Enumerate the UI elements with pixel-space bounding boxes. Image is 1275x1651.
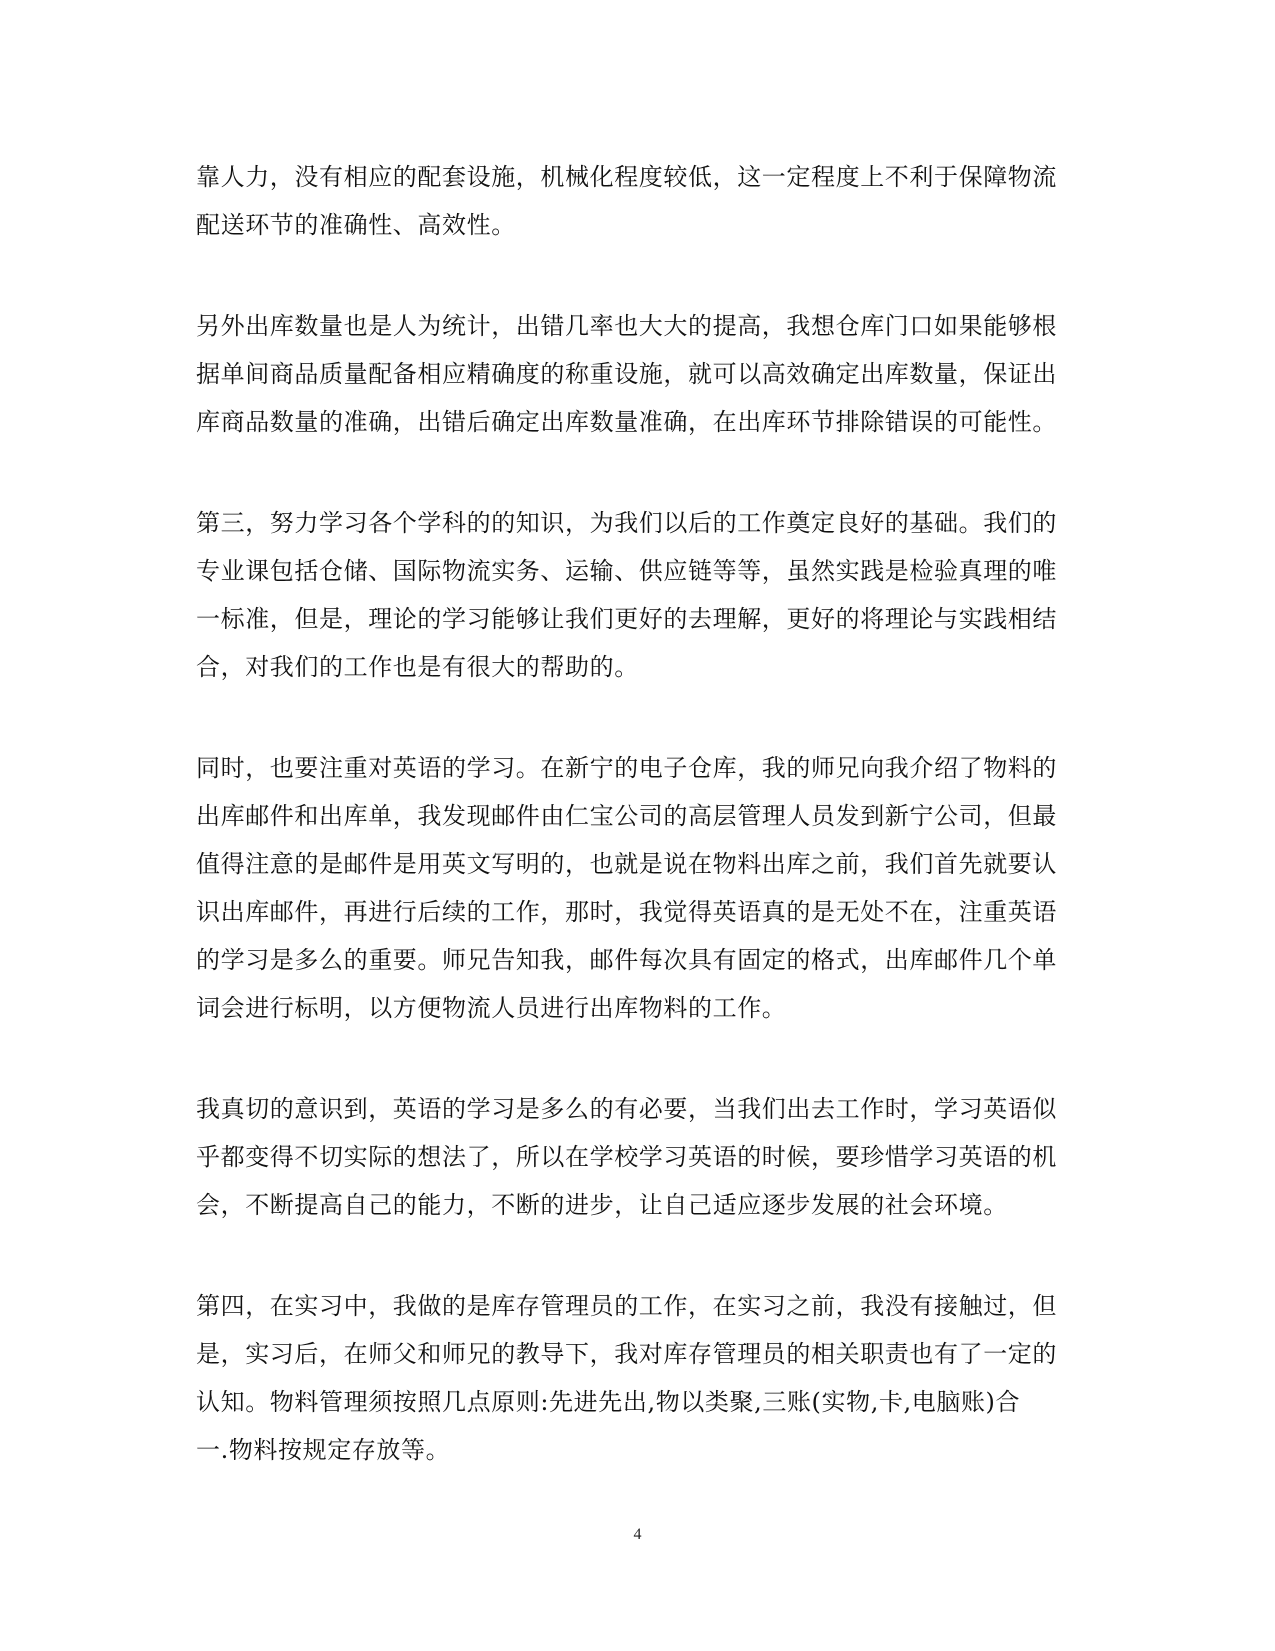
text-line: 值得注意的是邮件是用英文写明的，也就是说在物料出库之前，我们首先就要认 <box>196 850 1057 878</box>
text-line: 我真切的意识到，英语的学习是多么的有必要，当我们出去工作时，学习英语似 <box>196 1095 1057 1123</box>
document-body <box>196 153 1080 1527</box>
text-line: 第三，努力学习各个学科的的知识，为我们以后的工作奠定良好的基础。我们的 <box>196 509 1057 537</box>
text-line: 会，不断提高自己的能力，不断的进步，让自己适应逐步发展的社会环境。 <box>196 1191 1008 1219</box>
text-line: 的学习是多么的重要。师兄告知我，邮件每次具有固定的格式，出库邮件几个单 <box>196 946 1057 974</box>
page-number: 4 <box>633 1526 642 1543</box>
text-line: 据单间商品质量配备相应精确度的称重设施，就可以高效确定出库数量，保证出 <box>196 360 1057 388</box>
paragraph <box>196 153 1080 249</box>
paragraph <box>196 302 1080 446</box>
text-line: 乎都变得不切实际的想法了，所以在学校学习英语的时候，要珍惜学习英语的机 <box>196 1143 1057 1171</box>
paragraph <box>196 744 1080 1032</box>
text-line: 词会进行标明，以方便物流人员进行出库物料的工作。 <box>196 994 787 1022</box>
text-line: 一标准，但是，理论的学习能够让我们更好的去理解，更好的将理论与实践相结 <box>196 605 1057 633</box>
text-line: 配送环节的准确性、高效性。 <box>196 211 516 239</box>
text-line: 一.物料按规定存放等。 <box>196 1436 451 1464</box>
text-line: 库商品数量的准确，出错后确定出库数量准确，在出库环节排除错误的可能性。 <box>196 408 1057 436</box>
text-line: 另外出库数量也是人为统计，出错几率也大大的提高，我想仓库门口如果能够根 <box>196 312 1057 340</box>
text-line: 出库邮件和出库单，我发现邮件由仁宝公司的高层管理人员发到新宁公司，但最 <box>196 802 1057 830</box>
text-line: 认知。物料管理须按照几点原则:先进先出,物以类聚,三账(实物,卡,电脑账)合 <box>196 1388 1021 1416</box>
text-line: 靠人力，没有相应的配套设施，机械化程度较低，这一定程度上不利于保障物流 <box>196 163 1057 191</box>
text-line: 同时，也要注重对英语的学习。在新宁的电子仓库，我的师兄向我介绍了物料的 <box>196 754 1057 782</box>
text-line: 是，实习后，在师父和师兄的教导下，我对库存管理员的相关职责也有了一定的 <box>196 1340 1057 1368</box>
text-line: 专业课包括仓储、国际物流实务、运输、供应链等等，虽然实践是检验真理的唯 <box>196 557 1057 585</box>
paragraph <box>196 1282 1080 1474</box>
paragraph <box>196 1085 1080 1229</box>
paragraph <box>196 499 1080 691</box>
text-line: 识出库邮件，再进行后续的工作，那时，我觉得英语真的是无处不在，注重英语 <box>196 898 1057 926</box>
text-line: 合，对我们的工作也是有很大的帮助的。 <box>196 653 639 681</box>
text-line: 第四，在实习中，我做的是库存管理员的工作，在实习之前，我没有接触过，但 <box>196 1292 1057 1320</box>
